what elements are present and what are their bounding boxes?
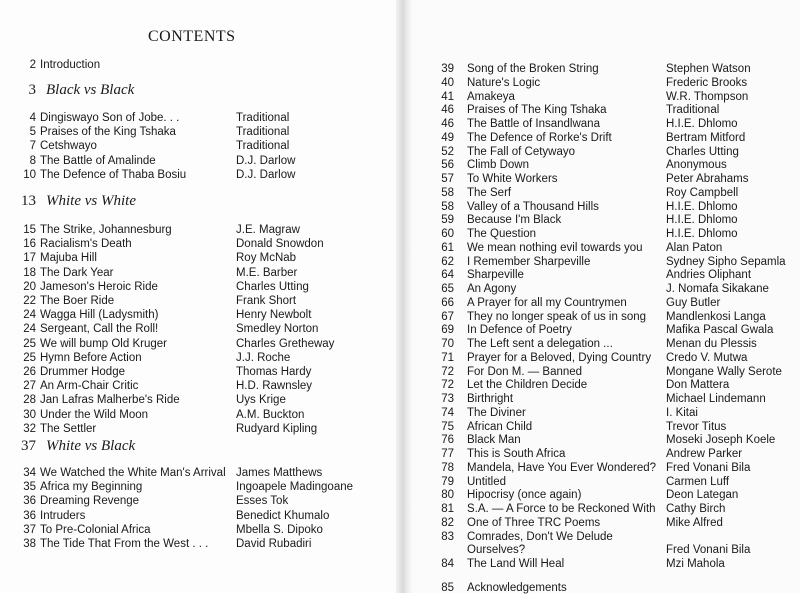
- toc-page-number: 75: [441, 420, 454, 433]
- toc-author: Smedley Norton: [236, 323, 319, 336]
- toc-page-number: 8: [29, 154, 36, 167]
- toc-author: Charles Utting: [666, 145, 739, 158]
- section-heading: [10, 438, 135, 455]
- toc-title: Climb Down: [467, 159, 529, 172]
- toc-page-number: 27: [23, 380, 36, 393]
- toc-author: Benedict Khumalo: [236, 509, 330, 522]
- toc-page-number: 25: [23, 351, 36, 364]
- toc-author: Mongane Wally Serote: [666, 365, 782, 378]
- toc-title: This is South Africa: [467, 448, 566, 460]
- toc-page-number: 81: [441, 503, 454, 515]
- toc-title: Black Man: [467, 434, 521, 447]
- toc-title: Jan Lafras Malherbe's Ride: [40, 394, 180, 407]
- toc-page-number: 4: [29, 112, 36, 124]
- toc-title: The Fall of Cetywayo: [467, 145, 576, 158]
- toc-title: In Defence of Poetry: [467, 324, 572, 337]
- toc-page-number: 35: [23, 481, 36, 494]
- toc-author: Frank Short: [236, 295, 297, 307]
- toc-title: Hymn Before Action: [40, 351, 142, 364]
- toc-author: J.E. Magraw: [236, 224, 300, 236]
- toc-author: Traditional: [666, 104, 720, 117]
- toc-author: Henry Newbolt: [236, 309, 312, 322]
- toc-author: A.M. Buckton: [236, 408, 305, 421]
- toc-page-number: 25: [23, 337, 36, 350]
- toc-page-number: 85: [441, 581, 454, 594]
- toc-author: Deon Lategan: [666, 489, 739, 502]
- toc-page-number: 83: [441, 530, 454, 543]
- toc-title: The Serf: [467, 186, 512, 199]
- toc-title: Dreaming Revenge: [40, 495, 140, 508]
- toc-page-number: 24: [23, 309, 36, 322]
- toc-author: Alan Paton: [666, 241, 723, 254]
- toc-title: Sharpeville: [467, 269, 524, 282]
- toc-title: Ourselves?: [467, 544, 526, 557]
- toc-page-number: 73: [441, 393, 454, 405]
- toc-author: Roy McNab: [236, 252, 297, 265]
- toc-title: Cetshwayo: [40, 140, 97, 153]
- toc-author: D.J. Darlow: [236, 154, 296, 167]
- toc-title: African Child: [467, 420, 533, 433]
- toc-author: James Matthews: [236, 467, 323, 479]
- toc-title: Intruders: [40, 509, 86, 522]
- toc-author: H.I.E. Dhlomo: [666, 214, 738, 227]
- toc-author: Traditional: [236, 112, 290, 124]
- toc-page-number: 41: [441, 90, 454, 103]
- toc-title: Praises of The King Tshaka: [467, 104, 607, 117]
- toc-page-number: 7: [29, 140, 36, 153]
- toc-title: Sergeant, Call the Roll!: [40, 323, 159, 336]
- toc-author: Moseki Joseph Koele: [666, 434, 776, 447]
- toc-page-number: 59: [441, 214, 454, 227]
- book-gutter: [396, 0, 412, 593]
- toc-author: Credo V. Mutwa: [666, 351, 748, 364]
- toc-title: Racialism's Death: [40, 238, 132, 251]
- toc-author: Peter Abrahams: [666, 173, 749, 185]
- toc-author: W.R. Thompson: [666, 90, 749, 103]
- toc-page-number: 84: [441, 558, 454, 570]
- toc-page-number: 58: [441, 200, 454, 213]
- toc-author: Menan du Plessis: [666, 338, 757, 350]
- toc-title: Valley of a Thousand Hills: [467, 200, 599, 213]
- toc-title: Prayer for a Beloved, Dying Country: [467, 351, 652, 364]
- toc-title: Comrades, Don't We Delude: [467, 530, 613, 543]
- section-title: White vs White: [46, 193, 136, 209]
- toc-author: H.I.E. Dhlomo: [666, 200, 738, 213]
- toc-page-number: 15: [23, 224, 36, 236]
- toc-title: An Agony: [467, 283, 517, 295]
- toc-page-number: 16: [23, 238, 36, 251]
- toc-page-number: 60: [441, 228, 454, 240]
- toc-page-number: 32: [23, 422, 36, 435]
- toc-page-number: 70: [441, 338, 454, 350]
- toc-page-number: 78: [441, 461, 454, 474]
- toc-title: The Tide That From the West . . .: [40, 538, 209, 550]
- toc-title: They no longer speak of us in song: [467, 310, 647, 323]
- section-heading: [10, 193, 136, 210]
- toc-page-number: 72: [441, 379, 454, 392]
- toc-author: Mafika Pascal Gwala: [666, 324, 774, 337]
- toc-author: David Rubadiri: [236, 538, 312, 550]
- toc-title: Praises of the King Tshaka: [40, 126, 176, 139]
- toc-page-number: 30: [23, 408, 36, 421]
- toc-title: The Land Will Heal: [467, 558, 565, 570]
- toc-title: To Pre-Colonial Africa: [40, 523, 151, 536]
- toc-title: Jameson's Heroic Ride: [40, 280, 158, 293]
- toc-page-number: 18: [23, 266, 36, 279]
- toc-title: For Don M. — Banned: [467, 365, 583, 378]
- toc-page-number: 80: [441, 489, 454, 502]
- toc-title: Let the Children Decide: [467, 379, 588, 392]
- toc-page-number: 39: [441, 63, 454, 75]
- toc-page-number: 58: [441, 186, 454, 199]
- toc-author: Roy Campbell: [666, 186, 739, 199]
- toc-title: The Battle of Amalinde: [40, 154, 156, 167]
- toc-page-number: 77: [441, 448, 454, 460]
- toc-author: Andrew Parker: [666, 448, 743, 460]
- toc-title: Birthright: [467, 393, 514, 405]
- toc-title: I Remember Sharpeville: [467, 255, 591, 268]
- toc-page-number: 10: [23, 168, 36, 181]
- section-page-number: 13: [21, 193, 36, 209]
- section-title: White vs Black: [46, 438, 136, 454]
- toc-author: Mike Alfred: [666, 516, 723, 529]
- toc-title: Acknowledgements: [467, 581, 567, 594]
- toc-title: The Defence of Thaba Bosiu: [40, 168, 187, 181]
- toc-author: Ingoapele Madingoane: [236, 481, 354, 494]
- toc-title: Dingiswayo Son of Jobe. . .: [40, 112, 180, 124]
- toc-title: Song of the Broken String: [467, 63, 599, 75]
- toc-author: H.I.E. Dhlomo: [666, 118, 738, 130]
- toc-author: Trevor Titus: [666, 420, 727, 433]
- toc-author: Esses Tok: [236, 495, 289, 508]
- toc-title: Wagga Hill (Ladysmith): [40, 309, 159, 322]
- toc-page-number: 67: [441, 310, 454, 323]
- toc-author: Cathy Birch: [666, 503, 726, 515]
- toc-page-number: 46: [441, 104, 454, 117]
- toc-title: The Strike, Johannesburg: [40, 224, 172, 236]
- toc-author: D.J. Darlow: [236, 168, 296, 181]
- toc-page-number: 66: [441, 296, 454, 309]
- toc-author: Guy Butler: [666, 296, 721, 309]
- toc-page-number: 56: [441, 159, 454, 172]
- toc-author: Don Mattera: [666, 379, 730, 392]
- toc-author: Charles Gretheway: [236, 337, 335, 350]
- toc-author: J. Nomafa Sikakane: [666, 283, 769, 295]
- toc-author: Anonymous: [666, 159, 727, 172]
- toc-author: Traditional: [236, 140, 290, 153]
- toc-title: The Battle of Insandlwana: [467, 118, 600, 130]
- toc-title: Hipocrisy (once again): [467, 489, 582, 502]
- toc-author: Thomas Hardy: [236, 366, 312, 378]
- toc-page-number: 52: [441, 145, 454, 158]
- toc-author: Michael Lindemann: [666, 393, 766, 405]
- toc-title: One of Three TRC Poems: [467, 516, 601, 529]
- toc-page-number: 65: [441, 283, 454, 295]
- toc-page-number: 28: [23, 394, 36, 407]
- toc-author: Mbella S. Dipoko: [236, 523, 323, 536]
- toc-author: Charles Utting: [236, 280, 309, 293]
- toc-author: Traditional: [236, 126, 290, 139]
- toc-title: A Prayer for all my Countrymen: [467, 296, 627, 309]
- toc-author: Carmen Luff: [666, 475, 730, 488]
- toc-page-number: 46: [441, 118, 454, 130]
- toc-page-number: 49: [441, 131, 454, 144]
- toc-author: H.I.E. Dhlomo: [666, 228, 738, 240]
- toc-title: S.A. — A Force to be Reckoned With: [467, 503, 656, 515]
- toc-author: Mandlenkosi Langa: [666, 310, 766, 323]
- toc-title: We mean nothing evil towards you: [467, 241, 643, 254]
- toc-title: Amakeya: [467, 90, 515, 103]
- toc-page-number: 17: [23, 252, 36, 265]
- toc-page-number: 74: [441, 406, 454, 419]
- toc-author: Fred Vonani Bila: [666, 461, 751, 474]
- toc-title: Under the Wild Moon: [40, 408, 149, 421]
- toc-page-number: 57: [441, 173, 454, 185]
- toc-page-number: 76: [441, 434, 454, 447]
- toc-page-number: 34: [23, 467, 36, 479]
- toc-title: We will bump Old Kruger: [40, 337, 167, 350]
- toc-page-number: 22: [23, 295, 36, 307]
- toc-author: Uys Krige: [236, 394, 286, 407]
- toc-title: The Question: [467, 228, 537, 240]
- toc-page-number: 71: [441, 351, 454, 364]
- section-page-number: 3: [28, 82, 36, 98]
- toc-title: Nature's Logic: [467, 76, 541, 89]
- toc-title: An Arm-Chair Critic: [40, 380, 139, 393]
- toc-author: Mzi Mahola: [666, 558, 725, 570]
- toc-title: Untitled: [467, 475, 506, 488]
- toc-page-number: 36: [23, 509, 36, 522]
- toc-page-number: 82: [441, 516, 454, 529]
- toc-title: Introduction: [40, 59, 101, 71]
- toc-author: M.E. Barber: [236, 266, 298, 279]
- contents-title: CONTENTS: [148, 28, 236, 45]
- toc-title: Drummer Hodge: [40, 366, 125, 378]
- toc-title: Mandela, Have You Ever Wondered?: [467, 461, 657, 474]
- toc-author: H.D. Rawnsley: [236, 380, 313, 393]
- toc-title: Majuba Hill: [40, 252, 97, 265]
- toc-page-number: 5: [29, 126, 36, 139]
- toc-author: Stephen Watson: [666, 63, 751, 75]
- toc-author: Bertram Mitford: [666, 131, 746, 144]
- toc-author: Donald Snowdon: [236, 238, 324, 251]
- toc-page-number: 72: [441, 365, 454, 378]
- toc-title: The Defence of Rorke's Drift: [467, 131, 612, 144]
- toc-author: Fred Vonani Bila: [666, 544, 751, 557]
- toc-page-number: 69: [441, 324, 454, 337]
- toc-title: Because I'm Black: [467, 214, 562, 227]
- toc-page-number: 20: [23, 280, 36, 293]
- toc-page-number: 40: [441, 76, 454, 89]
- toc-title: The Settler: [40, 422, 97, 435]
- toc-title: We Watched the White Man's Arrival: [40, 467, 226, 479]
- toc-author: Rudyard Kipling: [236, 422, 318, 435]
- toc-title: The Dark Year: [40, 266, 114, 279]
- toc-title: The Diviner: [467, 406, 526, 419]
- section-title: Black vs Black: [46, 82, 135, 98]
- toc-page-number: 36: [23, 495, 36, 508]
- toc-author: I. Kitai: [666, 406, 698, 419]
- toc-page-number: 62: [441, 255, 454, 268]
- toc-page-number: 61: [441, 241, 454, 254]
- toc-page-number: 37: [23, 523, 36, 536]
- toc-page-number: 26: [23, 366, 36, 378]
- section-heading: [10, 82, 134, 99]
- toc-author: Andries Oliphant: [666, 269, 752, 282]
- toc-page-number: 38: [23, 538, 36, 550]
- toc-page-number: 79: [441, 475, 454, 488]
- section-page-number: 37: [21, 438, 36, 454]
- toc-title: The Boer Ride: [40, 295, 115, 307]
- toc-author: J.J. Roche: [236, 351, 291, 364]
- toc-title: Africa my Beginning: [40, 481, 143, 494]
- toc-author: Frederic Brooks: [666, 76, 748, 89]
- toc-page-number: 24: [23, 323, 36, 336]
- toc-title: The Left sent a delegation ...: [467, 338, 613, 350]
- toc-page-number: 2: [29, 59, 36, 71]
- toc-page-number: 64: [441, 269, 454, 282]
- toc-title: To White Workers: [467, 173, 558, 185]
- toc-author: Sydney Sipho Sepamla: [666, 255, 786, 268]
